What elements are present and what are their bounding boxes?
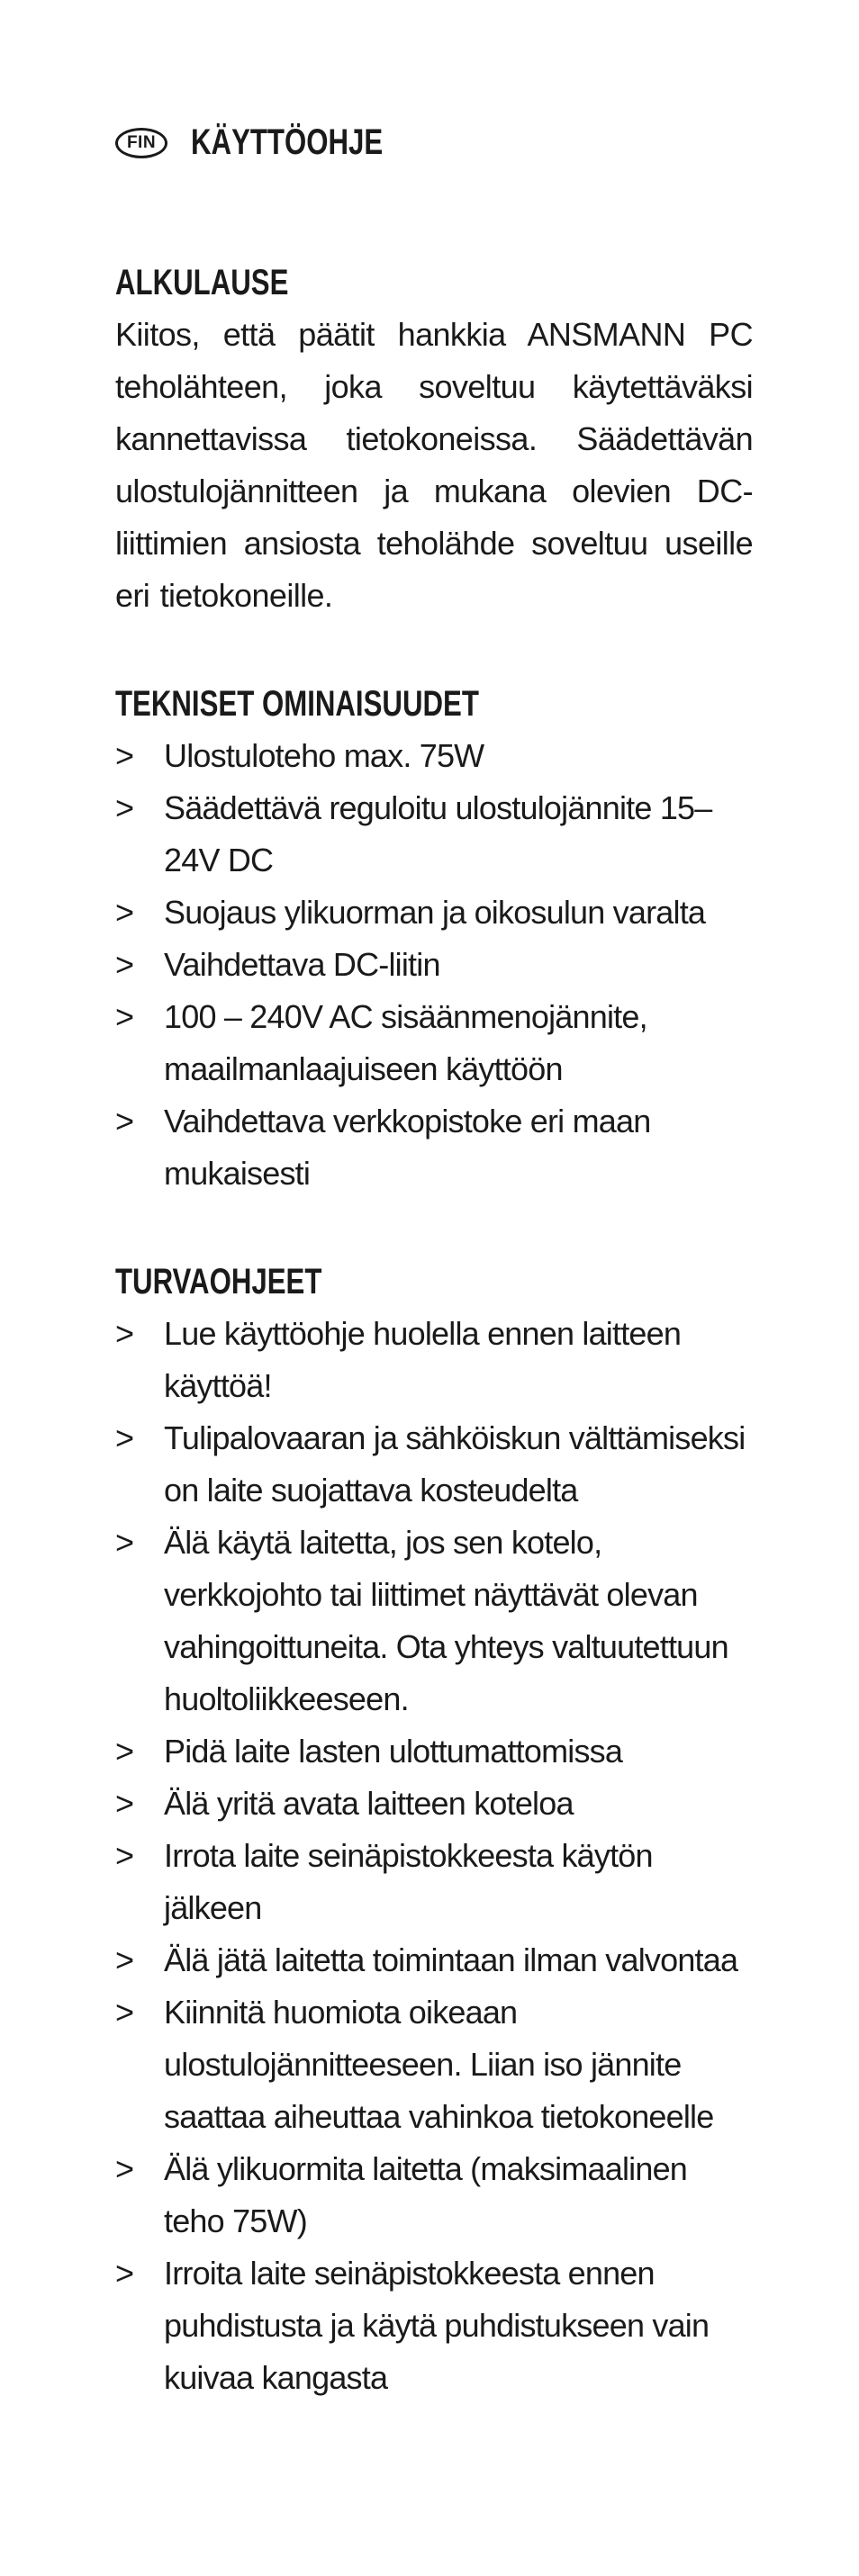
list-item (115, 887, 753, 939)
safety-heading: TURVAOHJEET (115, 1262, 322, 1302)
safety-item-text: Irrota laite seinäpistokkeesta käytön jälkeen (164, 1837, 653, 1926)
intro-section (115, 257, 753, 622)
list-item (115, 782, 753, 887)
intro-heading: ALKULAUSE (115, 263, 289, 302)
list-item (115, 1778, 753, 1830)
bullet-marker: > (115, 1941, 134, 1978)
title-row (115, 122, 753, 163)
bullet-marker: > (115, 1994, 134, 2031)
bullet-marker: > (115, 1315, 134, 1352)
safety-section (115, 1256, 753, 2404)
bullet-marker: > (115, 2255, 134, 2292)
list-item (115, 2247, 753, 2404)
list-item (115, 1934, 753, 1986)
bullet-marker: > (115, 1103, 134, 1139)
bullet-marker: > (115, 1419, 134, 1456)
list-item (115, 939, 753, 991)
list-item (115, 730, 753, 782)
list-item (115, 1830, 753, 1934)
document-title: KÄYTTÖOHJE (191, 122, 384, 162)
list-item (115, 2143, 753, 2247)
bullet-marker: > (115, 894, 134, 931)
list-item (115, 1517, 753, 1725)
list-item (115, 991, 753, 1095)
safety-item-text: Lue käyttöohje huolella ennen laitteen käyttöä! (164, 1315, 682, 1404)
spec-item-text: Suojaus ylikuorman ja oikosulun varalta (164, 894, 706, 931)
safety-item-text: Tulipalovaaran ja sähköiskun välttämiseksi on laite suojattava kosteudelta (164, 1419, 746, 1509)
spec-item-text: 100 – 240V AC sisäänmenojännite, maailmanlaajuiseen käyttöön (164, 998, 647, 1087)
intro-text: Kiitos, että päätit hankkia ANSMANN PC teholähteen, joka soveltuu käytettäväksi kannettavissa tietokoneissa. Säädettävän ulostulojännitteen ja mukana olevien DC-liittimien ansiosta teholähde soveltuu useille eri tietokoneille. (115, 316, 753, 614)
bullet-marker: > (115, 2150, 134, 2187)
specs-list (115, 730, 753, 1200)
bullet-marker: > (115, 1524, 134, 1561)
bullet-marker: > (115, 789, 134, 826)
safety-item-text: Irroita laite seinäpistokkeesta ennen puhdistusta ja käytä puhdistukseen vain kuivaa kangasta (164, 2255, 710, 2396)
bullet-marker: > (115, 946, 134, 983)
list-item (115, 1986, 753, 2143)
safety-item-text: Kiinnitä huomiota oikeaan ulostulojännitteeseen. Liian iso jännite saattaa aiheuttaa vahinkoa tietokoneelle (164, 1994, 714, 2135)
specs-heading: TEKNISET OMINAISUUDET (115, 684, 479, 724)
list-item (115, 1412, 753, 1517)
list-item (115, 1308, 753, 1412)
safety-item-text: Pidä laite lasten ulottumattomissa (164, 1733, 623, 1770)
safety-item-text: Älä käytä laitetta, jos sen kotelo, verkkojohto tai liittimet näyttävät olevan vahingoittuneita. Ota yhteys valtuutettuun huoltoliikkeeseen. (164, 1524, 728, 1717)
specs-section (115, 678, 753, 1200)
bullet-marker: > (115, 1837, 134, 1874)
list-item (115, 1725, 753, 1778)
safety-item-text: Älä yritä avata laitteen koteloa (164, 1785, 574, 1822)
bullet-marker: > (115, 1785, 134, 1822)
list-item (115, 1095, 753, 1200)
bullet-marker: > (115, 998, 134, 1035)
spec-item-text: Vaihdettava verkkopistoke eri maan mukaisesti (164, 1103, 651, 1192)
spec-item-text: Ulostuloteho max. 75W (164, 737, 484, 774)
language-badge: FIN (115, 128, 167, 158)
spec-item-text: Vaihdettava DC-liitin (164, 946, 440, 983)
safety-item-text: Älä jätä laitetta toimintaan ilman valvontaa (164, 1941, 738, 1978)
safety-list (115, 1308, 753, 2404)
spec-item-text: Säädettävä reguloitu ulostulojännite 15–24V DC (164, 789, 712, 878)
bullet-marker: > (115, 737, 134, 774)
bullet-marker: > (115, 1733, 134, 1770)
safety-item-text: Älä ylikuormita laitetta (maksimaalinen teho 75W) (164, 2150, 688, 2239)
